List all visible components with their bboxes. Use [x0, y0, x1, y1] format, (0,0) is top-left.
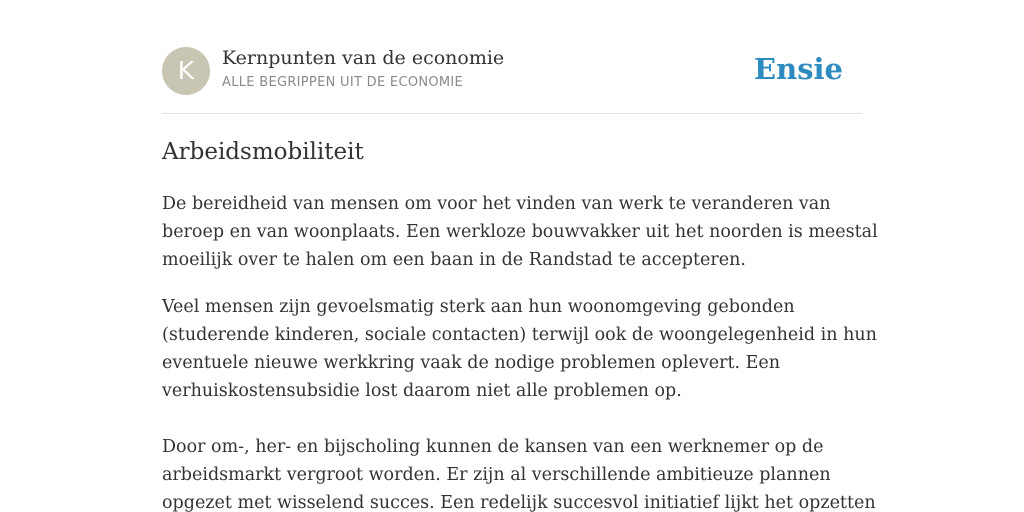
avatar[interactable]: K [162, 47, 210, 95]
page-title: Arbeidsmobiliteit [162, 139, 364, 165]
source-title[interactable]: Kernpunten van de economie [222, 47, 505, 69]
site-header [162, 0, 862, 114]
paragraph-line: Veel mensen zijn gevoelsmatig sterk aan hun woonomgeving gebonden [162, 297, 795, 317]
paragraph-line: Door om-, her- en bijscholing kunnen de kansen van een werknemer op de [162, 437, 824, 457]
content-container [162, 0, 878, 512]
paragraph-body [162, 433, 876, 512]
paragraph-definition [162, 190, 878, 274]
brand-logo-link[interactable]: Ensie [754, 52, 843, 86]
paragraph-line: moeilijk over te halen om een baan in de Randstad te accepteren. [162, 250, 746, 270]
paragraph-line: arbeidsmarkt vergroot worden. Er zijn al verschillende ambitieuze plannen [162, 465, 831, 485]
paragraph-line: (studerende kinderen, sociale contacten) terwijl ook de woongelegenheid in hun [162, 325, 877, 345]
paragraph-line: beroep en van woonplaats. Een werkloze bouwvakker uit het noorden is meestal [162, 222, 878, 242]
paragraph-line: De bereidheid van mensen om voor het vinden van werk te veranderen van [162, 194, 831, 214]
paragraph-line: verhuiskostensubsidie lost daarom niet alle problemen op. [162, 381, 682, 401]
paragraph-body [162, 293, 877, 405]
paragraph-line: opgezet met wisselend succes. Een redelijk succesvol initiatief lijkt het opzetten [162, 493, 876, 512]
source-subtitle: ALLE BEGRIPPEN UIT DE ECONOMIE [222, 75, 464, 90]
paragraph-line: eventuele nieuwe werkkring vaak de nodige problemen oplevert. Een [162, 353, 781, 373]
